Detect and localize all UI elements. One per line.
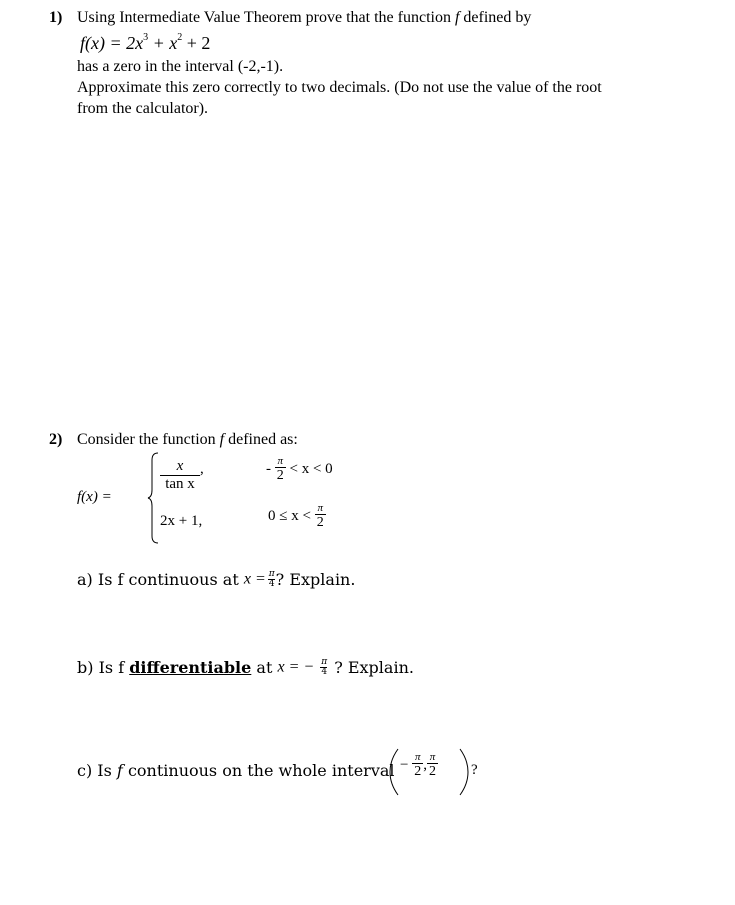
left-paren-icon	[389, 748, 399, 796]
q1-formula	[80, 33, 210, 54]
case2-expression: 2x + 1,	[160, 513, 203, 529]
question-2-number: 2)	[49, 431, 63, 448]
question-1-number: 1)	[49, 9, 63, 26]
right-paren-icon	[459, 748, 469, 796]
case1-cond-inequality: < x < 0	[289, 461, 333, 477]
question-1-intro	[77, 9, 531, 27]
part-b-denominator: 4	[321, 667, 328, 677]
case2-cond-fraction	[315, 503, 326, 530]
part-b-numerator: π	[321, 657, 328, 667]
part-c-comma: ,	[423, 757, 427, 773]
part-c-question-mark: ?	[471, 762, 478, 778]
q1-calculator-line: from the calculator).	[77, 100, 209, 117]
case2-cond-denominator: 2	[316, 515, 324, 530]
part-c-denominator-2: 2	[428, 764, 436, 779]
case2-cond-numerator: π	[317, 502, 323, 514]
case1-fraction	[160, 458, 200, 493]
q1-formula-term2: + x	[152, 33, 178, 53]
part-c-numerator-1: π	[414, 751, 421, 763]
case1-cond-denominator: 2	[276, 468, 284, 483]
part-b-prefix: b) Is f	[77, 658, 125, 677]
part-a-denominator: 4	[268, 579, 275, 589]
case1-cond-minus: -	[266, 461, 271, 477]
case1-numerator: x	[176, 458, 184, 474]
q1-defined-by: defined by	[463, 9, 532, 26]
part-c-function-name: f	[116, 761, 123, 780]
part-c-numerator-2: π	[429, 751, 436, 763]
part-b-differentiable: differentiable	[129, 658, 252, 677]
part-a	[77, 569, 355, 589]
question-2-intro	[77, 431, 298, 449]
q1-approximate-line: Approximate this zero correctly to two decimals. (Do not use the value of the root	[77, 79, 602, 96]
q2-function-name: f	[219, 431, 225, 448]
part-b-at: at	[256, 658, 273, 677]
part-a-x-equals: x =	[243, 570, 266, 588]
case1-comma: ,	[200, 461, 204, 477]
part-c-prefix: c) Is	[77, 761, 112, 780]
case1-condition	[266, 456, 333, 483]
part-c-fraction-2	[427, 752, 438, 779]
part-b-fraction	[320, 658, 328, 677]
case1-cond-numerator: π	[277, 455, 283, 467]
case2-cond-inequality: 0 ≤ x <	[268, 508, 311, 524]
case1-cond-fraction	[275, 456, 286, 483]
q1-exponent-3: 3	[143, 32, 149, 43]
part-a-text: a) Is f continuous at	[77, 570, 239, 589]
part-b	[77, 657, 414, 677]
part-c-denominator-1: 2	[414, 764, 422, 779]
part-b-tail: ? Explain.	[334, 658, 414, 677]
part-c-interval	[400, 752, 438, 779]
part-c-minus: −	[400, 757, 409, 773]
piecewise-brace-icon	[147, 452, 159, 544]
q1-function-name: f	[454, 9, 460, 26]
q1-formula-constant: + 2	[186, 33, 211, 53]
case2-condition	[268, 503, 326, 530]
q1-interval-line: has a zero in the interval (-2,-1).	[77, 58, 284, 75]
case1-denominator: tan x	[165, 476, 195, 492]
part-c	[77, 761, 395, 780]
q2-intro-text: Consider the function	[77, 431, 216, 448]
q2-defined-as: defined as:	[228, 431, 298, 448]
part-a-tail: ? Explain.	[275, 570, 356, 589]
part-a-numerator: π	[268, 569, 275, 579]
part-c-text: continuous on the whole interval	[127, 761, 395, 780]
q1-formula-lhs: f(x) = 2x	[80, 33, 144, 53]
case1-expression	[160, 458, 204, 493]
part-b-x-equals: x = −	[277, 658, 315, 676]
q1-exponent-2: 2	[177, 32, 183, 43]
q1-intro-text: Using Intermediate Value Theorem prove that the function	[77, 9, 451, 26]
piecewise-lhs: f(x) =	[77, 489, 112, 505]
part-c-fraction-1	[412, 752, 423, 779]
part-a-fraction	[268, 570, 276, 589]
